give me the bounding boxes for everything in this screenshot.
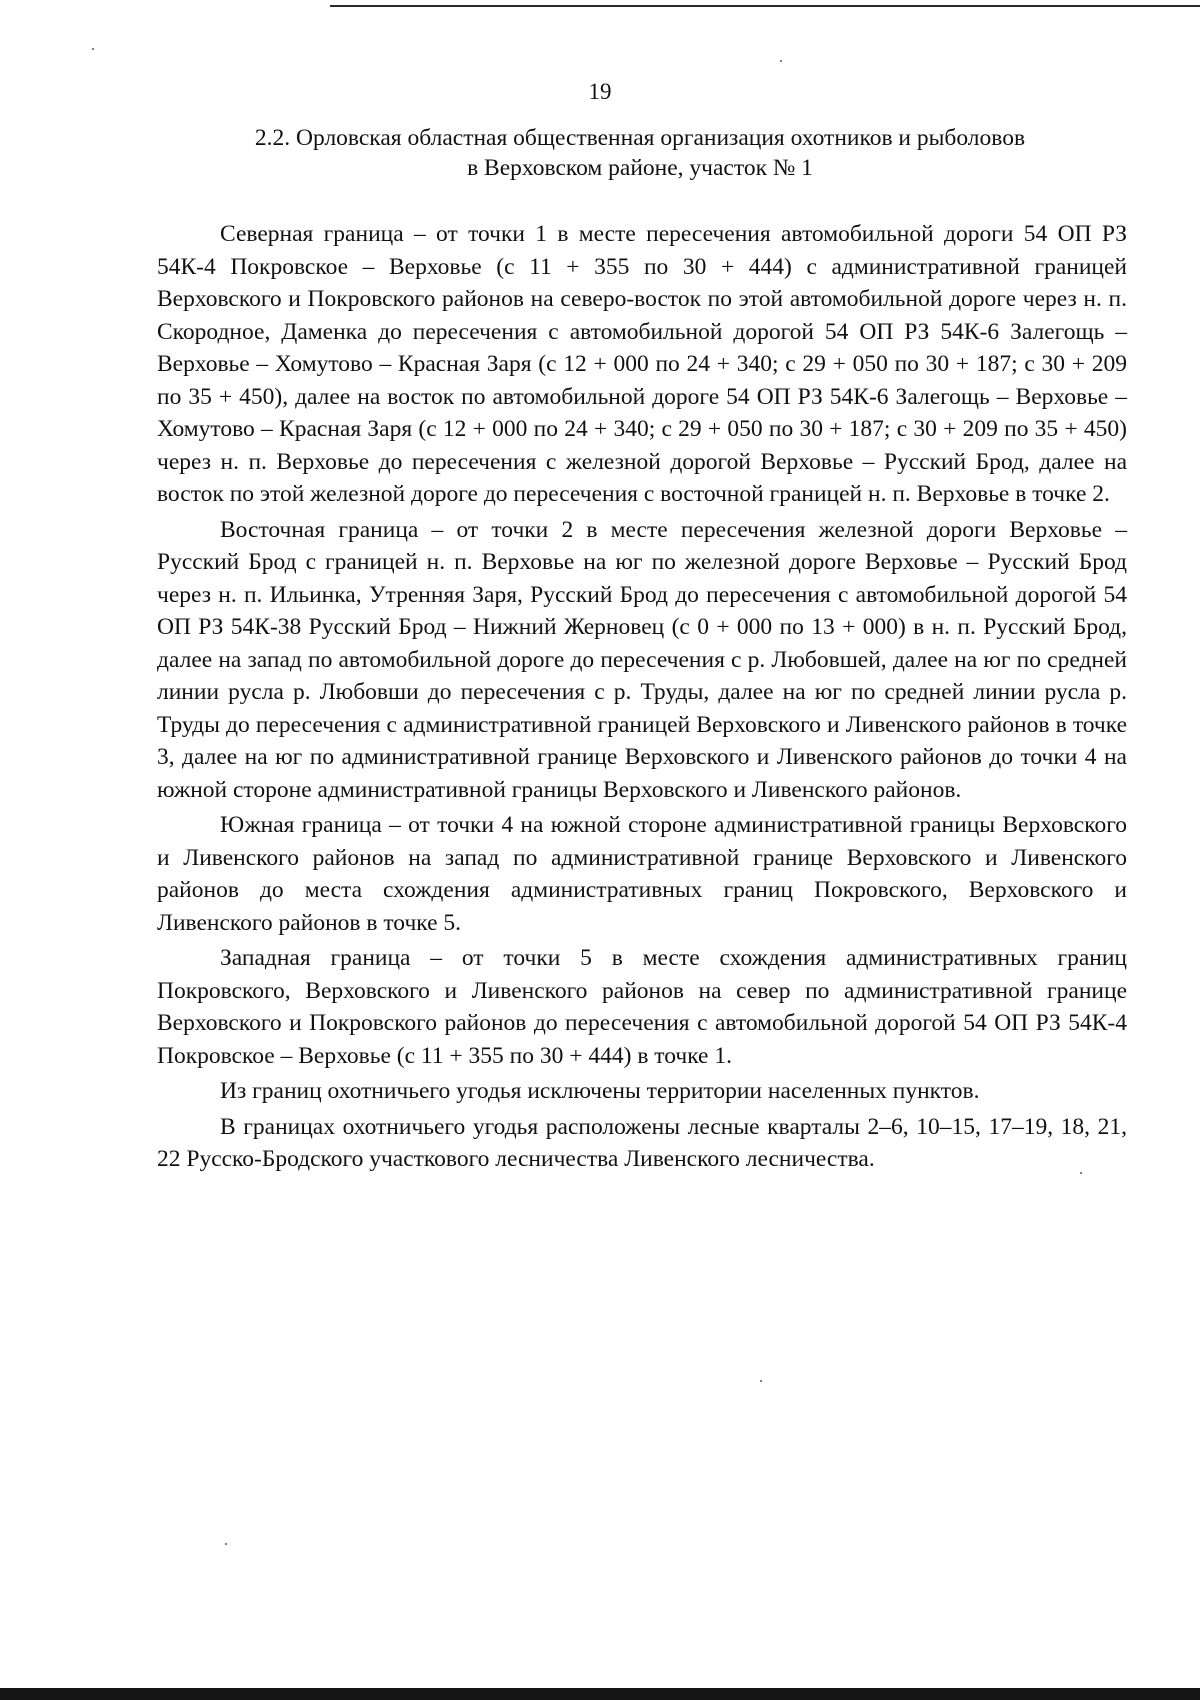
exclusions-paragraph: Из границ охотничьего угодья исключены территории населенных пунктов. <box>220 1078 980 1104</box>
scan-speck <box>760 1380 762 1382</box>
scan-speck <box>780 60 782 62</box>
west-boundary-paragraph: Западная граница – от точки 5 в месте схождения административных границ Покровского, Верховского и Ливенского районов на север по административной границе Верховского и Покровского районов до пересечения с автомобильной дорогой 54 ОП РЗ 54К-4 Покровское – Верховье (с 11 + 355 по 30 + 444) в точке 1. <box>157 945 1127 1069</box>
south-boundary-paragraph: Южная граница – от точки 4 на южной стороне административной границы Верховского и Ливенского районов на запад по административной границе Верховского и Ливенского районов до места схождения административных границ Покровского, Верховского и Ливенского районов в точке 5. <box>157 812 1127 936</box>
section-title-line: в Верховском районе, участок № 1 <box>467 155 813 181</box>
document-body <box>157 218 1127 1179</box>
forest-quarters-paragraph: В границах охотничьего угодья расположены лесные кварталы 2–6, 10–15, 17–19, 18, 21, 22 Русско-Бродского участкового лесничества Ливенского лесничества. <box>157 1113 1127 1172</box>
north-boundary-paragraph: Северная граница – от точки 1 в месте пересечения автомобильной дороги 54 ОП РЗ 54К-4 Покровское – Верховье (с 11 + 355 по 30 + 444) с административной границей Верховского и Покровского районов на северо-восток по этой автомобильной дороге через н. п. Скородное, Даменка до пересечения с автомобильной дорогой 54 ОП РЗ 54К-6 Залегощь – Верховье – Хомутово – Красная Заря (с 12 + 000 по 24 + 340; с 29 + 050 по 30 + 187; с 30 + 209 по 35 + 450), далее на восток по автомобильной дороге 54 ОП РЗ 54К-6 Залегощь – Верховье – Хомутово – Красная Заря (с 12 + 000 по 24 + 340; с 29 + 050 по 30 + 187; с 30 + 209 по 35 + 450) через н. п. Верховье до пересечения с железной дорогой Верховье – Русский Брод, далее на восток по этой железной дороге до пересечения с восточной границей н. п. Верховье в точке 2. <box>157 221 1127 507</box>
page-number: 19 <box>588 79 612 104</box>
east-boundary-paragraph: Восточная граница – от точки 2 в месте пересечения железной дороги Верховье – Русский Брод с границей н. п. Верховье на юг по железной дороге Верховье – Русский Брод через н. п. Ильинка, Утренняя Заря, Русский Брод до пересечения с автомобильной дорогой 54 ОП РЗ 54К-38 Русский Брод – Нижний Жерновец (с 0 + 000 по 13 + 000) в н. п. Русский Брод, далее на запад по автомобильной дороге до пересечения с р. Любовшей, далее на юг по средней линии русла р. Любовши до пересечения с р. Труды, далее на юг по средней линии русла р. Труды до пересечения с административной границей Верховского и Ливенского районов в точке 3, далее на юг по административной границе Верховского и Ливенского районов до точки 4 на южной стороне административной границы Верховского и Ливенского районов. <box>157 516 1127 803</box>
scan-speck <box>92 48 94 50</box>
scan-edge-bottom <box>0 1688 1200 1700</box>
section-title <box>150 123 1130 183</box>
section-title-line: 2.2. Орловская областная общественная организация охотников и рыболовов <box>254 125 1026 151</box>
scan-speck <box>225 1543 227 1545</box>
scan-edge-top <box>330 5 1200 7</box>
